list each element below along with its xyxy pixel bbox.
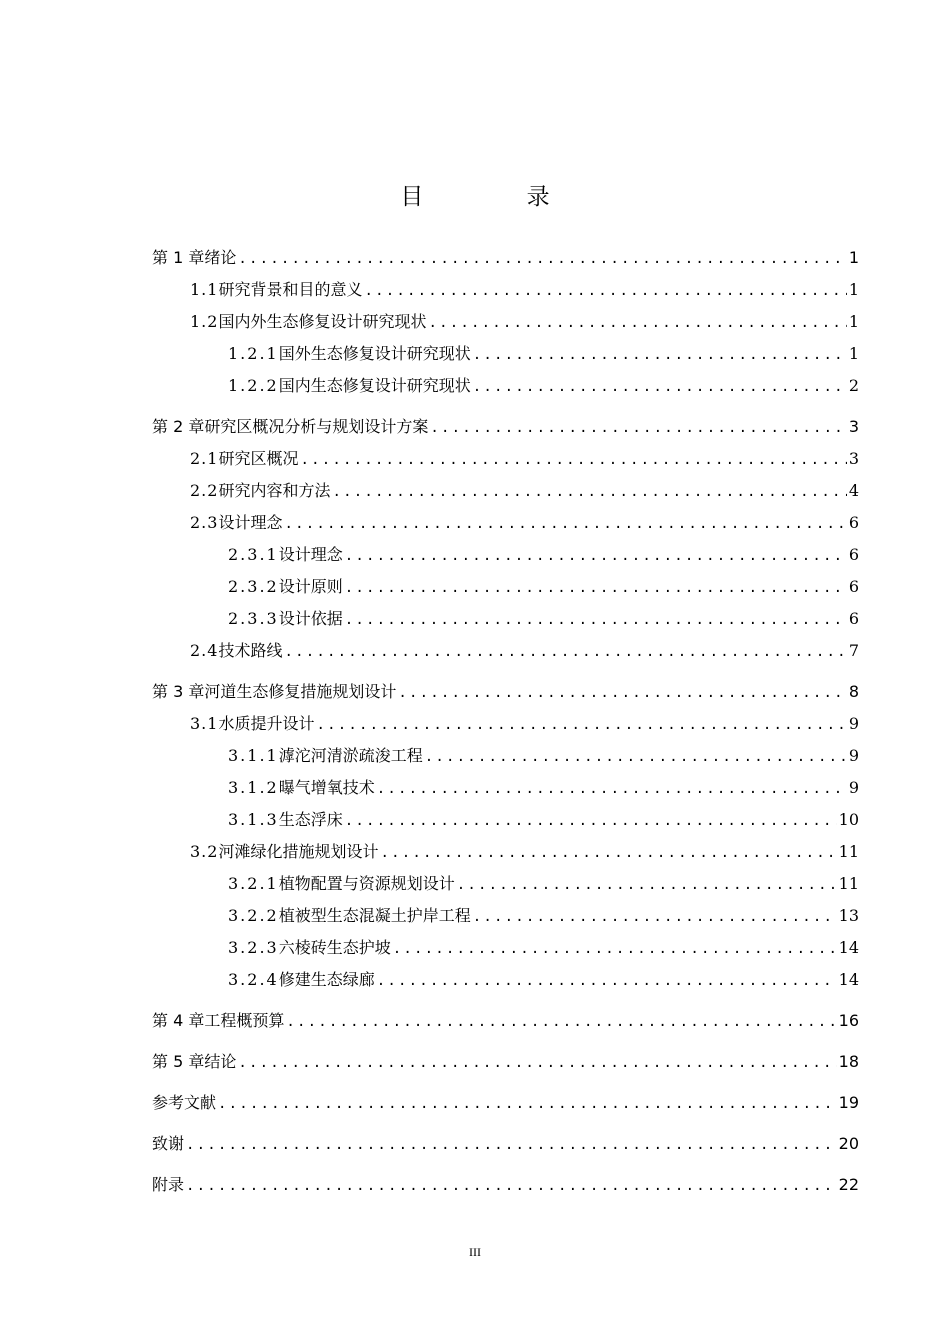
- toc-entry-number: 1.1: [190, 280, 219, 299]
- toc-entry[interactable]: [152, 603, 859, 635]
- toc-entry-page: 6: [848, 609, 859, 628]
- toc-entry[interactable]: [152, 475, 859, 507]
- toc-entry-number: 2.1: [190, 449, 219, 468]
- toc-entry-label: 设计依据: [278, 609, 343, 628]
- toc-dot-leader: [345, 572, 847, 604]
- toc-entry[interactable]: [152, 274, 859, 306]
- toc-entry-number: 1.2: [190, 312, 219, 331]
- toc-entry[interactable]: [152, 338, 859, 370]
- toc-entry-label: 植被型生态混凝土护岸工程: [278, 906, 471, 925]
- toc-entry-number: 3.2.4: [228, 970, 279, 989]
- toc-dot-leader: [425, 741, 847, 773]
- page-title: 目 录: [400, 184, 598, 210]
- toc-entry-label: 设计原则: [278, 577, 343, 596]
- toc-entry-label: 滹沱河清淤疏浚工程: [278, 746, 423, 765]
- toc-entry-number: 1.2.1: [228, 344, 279, 363]
- toc-entry-label: 工程概预算: [204, 1011, 285, 1030]
- toc-entry-page: 20: [838, 1134, 859, 1153]
- toc-entry[interactable]: [152, 836, 859, 868]
- toc-dot-leader: [473, 901, 837, 933]
- toc-entry[interactable]: [152, 370, 859, 402]
- toc-entry-label: 曝气增氧技术: [278, 778, 375, 797]
- toc-entry-page: 9: [848, 778, 859, 797]
- toc-entry-page: 14: [838, 938, 859, 957]
- toc-entry-label: 设计理念: [218, 513, 283, 532]
- toc-dot-leader: [473, 371, 847, 403]
- toc-entry-label: 致谢: [152, 1134, 185, 1153]
- toc-entry[interactable]: [152, 804, 859, 836]
- toc-entry-page: 6: [848, 545, 859, 564]
- toc-entry-label: 国外生态修复设计研究现状: [278, 344, 471, 363]
- toc-entry-number: 3.1: [190, 714, 219, 733]
- toc-entry-label: 研究区概况: [218, 449, 299, 468]
- toc-entry-label: 研究背景和目的意义: [218, 280, 363, 299]
- toc-entry-number: 第 2 章: [152, 417, 205, 436]
- toc-entry-page: 11: [838, 874, 859, 893]
- toc-entry[interactable]: [152, 1169, 859, 1201]
- toc-dot-leader: [186, 1170, 837, 1202]
- toc-entry-label: 生态浮床: [278, 810, 343, 829]
- toc-dot-leader: [238, 243, 846, 275]
- toc-entry-number: 第 1 章: [152, 248, 205, 267]
- toc-entry-label: 河道生态修复措施规划设计: [204, 682, 397, 701]
- toc-entry-number: 3.2.3: [228, 938, 279, 957]
- toc-entry-label: 绪论: [204, 248, 237, 267]
- toc-entry[interactable]: [152, 443, 859, 475]
- toc-entry-label: 设计理念: [278, 545, 343, 564]
- toc-dot-leader: [430, 412, 846, 444]
- toc-entry-page: 7: [848, 641, 859, 660]
- toc-entry-number: 3.1.1: [228, 746, 279, 765]
- toc-entry[interactable]: [152, 740, 859, 772]
- toc-dot-leader: [218, 1088, 837, 1120]
- toc-entry-page: 19: [838, 1093, 859, 1112]
- toc-entry-label: 六棱砖生态护坡: [278, 938, 391, 957]
- toc-dot-leader: [377, 773, 847, 805]
- toc-entry-page: 1: [848, 280, 859, 299]
- toc-entry-label: 结论: [204, 1052, 237, 1071]
- toc-entry-page: 22: [838, 1175, 859, 1194]
- toc-entry-number: 第 3 章: [152, 682, 205, 701]
- toc-entry-label: 参考文献: [152, 1093, 217, 1112]
- toc-entry-label: 修建生态绿廊: [278, 970, 375, 989]
- toc-dot-leader: [284, 508, 846, 540]
- toc-entry-page: 18: [838, 1052, 859, 1071]
- toc-dot-leader: [300, 444, 846, 476]
- page-number-footer: III: [469, 1245, 481, 1259]
- toc-entry-page: 13: [838, 906, 859, 925]
- toc-entry-page: 6: [848, 577, 859, 596]
- toc-entry-page: 3: [848, 449, 859, 468]
- toc-entry-number: 3.1.2: [228, 778, 279, 797]
- toc-dot-leader: [377, 965, 837, 997]
- toc-dot-leader: [286, 1006, 836, 1038]
- toc-entry-page: 11: [838, 842, 859, 861]
- toc-entry-page: 3: [848, 417, 859, 436]
- toc-entry[interactable]: [152, 635, 859, 667]
- toc-dot-leader: [393, 933, 837, 965]
- toc-entry-label: 研究区概况分析与规划设计方案: [204, 417, 429, 436]
- toc-dot-leader: [380, 837, 836, 869]
- toc-dot-leader: [457, 869, 837, 901]
- toc-entry-number: 3.2: [190, 842, 219, 861]
- toc-dot-leader: [238, 1047, 836, 1079]
- toc-dot-leader: [345, 540, 847, 572]
- toc-entry-number: 1.2.2: [228, 376, 279, 395]
- toc-entry-page: 9: [848, 746, 859, 765]
- toc-dot-leader: [186, 1129, 837, 1161]
- toc-entry[interactable]: [152, 868, 859, 900]
- toc-dot-leader: [332, 476, 846, 508]
- toc-dot-leader: [345, 805, 837, 837]
- toc-entry[interactable]: [152, 1087, 859, 1119]
- toc-entry-number: 第 5 章: [152, 1052, 205, 1071]
- toc-entry-number: 第 4 章: [152, 1011, 205, 1030]
- toc-entry-label: 国内生态修复设计研究现状: [278, 376, 471, 395]
- toc-entry-label: 水质提升设计: [218, 714, 315, 733]
- toc-dot-leader: [316, 709, 846, 741]
- toc-entry[interactable]: [152, 242, 859, 274]
- toc-entry-number: 2.3: [190, 513, 219, 532]
- toc-dot-leader: [428, 307, 846, 339]
- toc-entry-label: 研究内容和方法: [218, 481, 331, 500]
- toc-entry-number: 3.1.3: [228, 810, 279, 829]
- toc-entry-label: 技术路线: [218, 641, 283, 660]
- toc-entry-page: 8: [848, 682, 859, 701]
- toc-entry[interactable]: [152, 676, 859, 708]
- table-of-contents: [152, 242, 859, 1201]
- toc-entry[interactable]: [152, 1005, 859, 1037]
- toc-entry-page: 9: [848, 714, 859, 733]
- toc-dot-leader: [364, 275, 846, 307]
- toc-entry-number: 3.2.1: [228, 874, 279, 893]
- toc-entry-label: 河滩绿化措施规划设计: [218, 842, 379, 861]
- toc-entry-page: 1: [848, 344, 859, 363]
- toc-entry-label: 植物配置与资源规划设计: [278, 874, 455, 893]
- toc-entry-page: 2: [848, 376, 859, 395]
- toc-entry-page: 16: [838, 1011, 859, 1030]
- toc-entry[interactable]: [152, 772, 859, 804]
- toc-entry[interactable]: [152, 708, 859, 740]
- toc-dot-leader: [284, 636, 846, 668]
- toc-entry[interactable]: [152, 306, 859, 338]
- toc-entry[interactable]: [152, 900, 859, 932]
- toc-dot-leader: [473, 339, 847, 371]
- toc-entry-number: 3.2.2: [228, 906, 279, 925]
- toc-entry[interactable]: [152, 932, 859, 964]
- toc-entry-number: 2.3.3: [228, 609, 279, 628]
- toc-entry-label: 附录: [152, 1175, 185, 1194]
- toc-entry[interactable]: [152, 411, 859, 443]
- toc-entry-page: 10: [838, 810, 859, 829]
- toc-entry[interactable]: [152, 571, 859, 603]
- toc-entry[interactable]: [152, 1046, 859, 1078]
- toc-dot-leader: [398, 677, 846, 709]
- toc-entry[interactable]: [152, 507, 859, 539]
- toc-entry-number: 2.4: [190, 641, 219, 660]
- toc-entry-number: 2.3.1: [228, 545, 279, 564]
- toc-entry[interactable]: [152, 539, 859, 571]
- toc-entry-page: 1: [848, 248, 859, 267]
- toc-entry-page: 4: [848, 481, 859, 500]
- toc-entry-label: 国内外生态修复设计研究现状: [218, 312, 427, 331]
- toc-entry-page: 1: [848, 312, 859, 331]
- toc-entry-page: 14: [838, 970, 859, 989]
- toc-entry[interactable]: [152, 1128, 859, 1160]
- toc-entry-number: 2.3.2: [228, 577, 279, 596]
- toc-entry[interactable]: [152, 964, 859, 996]
- toc-entry-page: 6: [848, 513, 859, 532]
- toc-entry-number: 2.2: [190, 481, 219, 500]
- toc-dot-leader: [345, 604, 847, 636]
